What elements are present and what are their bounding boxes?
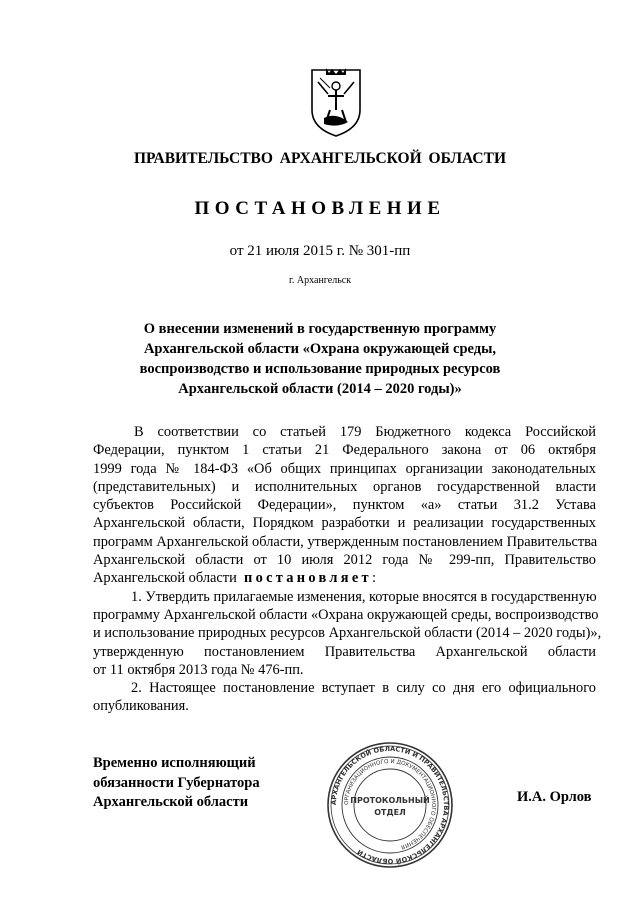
body-line: Архангельской области от 10 июля 2012 года № 299-пп, Правительство xyxy=(93,552,596,569)
body-line: В соответствии со статьей 179 Бюджетного кодекса Российской xyxy=(134,424,596,440)
item-1-line: программу Архангельской области «Охрана окружающей среды, воспроизводство xyxy=(93,606,599,623)
body-line: Архангельской области, Порядком разработки и реализации государственных xyxy=(93,515,596,532)
seal-outer-ring-text: АРХАНГЕЛЬСКОЙ ОБЛАСТИ И ПРАВИТЕЛЬСТВА АРХАНГЕЛЬСКОЙ ОБЛАСТИ xyxy=(329,744,451,866)
document-city: г. Архангельск xyxy=(288,275,352,286)
document-date-number: от 21 июля 2015 г. № 301-пп xyxy=(229,243,411,259)
document-body xyxy=(93,423,602,716)
signatory-position-line: обязанности Губернатора xyxy=(93,774,260,791)
document-type: ПОСТАНОВЛЕНИЕ xyxy=(194,198,446,219)
item-1-line: от 11 октября 2013 года № 476-пп. xyxy=(93,661,304,678)
resolves-word: постановляет xyxy=(243,570,372,587)
body-line: (представительных) и исполнительных органов государственной власти xyxy=(93,478,596,495)
item-2-line: опубликования. xyxy=(93,698,189,715)
body-line-resolution xyxy=(93,569,596,587)
item-2-line: 2. Настоящее постановление вступает в силу со дня его официального xyxy=(131,680,596,697)
signatory-name: И.А. Орлов xyxy=(517,789,592,805)
item-1-line: утвержденную постановлением Правительства Архангельской области xyxy=(93,643,596,660)
official-round-seal-icon xyxy=(325,740,455,870)
seal-inner-ring-text: ОРГАНИЗАЦИОННОГО И ДОКУМЕНТАЦИОННОГО ОБЕСПЕЧЕНИЯ xyxy=(343,758,437,850)
subject-line: Архангельской области (2014 – 2020 годы)» xyxy=(178,381,462,397)
seal-center-line: ОТДЕЛ xyxy=(374,808,406,817)
resolves-colon: : xyxy=(371,570,376,587)
item-1-line: 1. Утвердить прилагаемые изменения, которые вносятся в государственную xyxy=(131,588,597,605)
seal-center-line: ПРОТОКОЛЬНЫЙ xyxy=(350,796,430,805)
subject-line: Архангельской области «Охрана окружающей среды, xyxy=(143,341,497,357)
body-line: Федерации, пунктом 1 статьи 21 Федерального закона от 06 октября xyxy=(93,442,596,459)
arkhangelsk-coat-of-arms-icon xyxy=(308,66,364,138)
subject-line: О внесении изменений в государственную программу xyxy=(143,321,497,337)
signatory-position-line: Временно исполняющий xyxy=(93,755,256,771)
subject-line: воспроизводство и использование природных ресурсов xyxy=(139,361,501,377)
body-line: программ Архангельской области, утвержденным постановлением Правительства xyxy=(93,533,598,550)
signatory-position-line: Архангельской области xyxy=(93,794,249,810)
document-subject xyxy=(0,319,640,399)
preamble-last-text: Архангельской области xyxy=(93,570,237,587)
signatory-position xyxy=(93,754,260,813)
item-1-line: и использование природных ресурсов Архангельской области (2014 – 2020 годы)», xyxy=(93,625,602,642)
government-title: ПРАВИТЕЛЬСТВО АРХАНГЕЛЬСКОЙ ОБЛАСТИ xyxy=(133,150,506,167)
body-line: субъектов Российской Федерации», пунктом «а» статьи 31.2 Устава xyxy=(93,497,596,514)
body-line: 1999 года № 184-ФЗ «Об общих принципах организации законодательных xyxy=(93,460,596,477)
